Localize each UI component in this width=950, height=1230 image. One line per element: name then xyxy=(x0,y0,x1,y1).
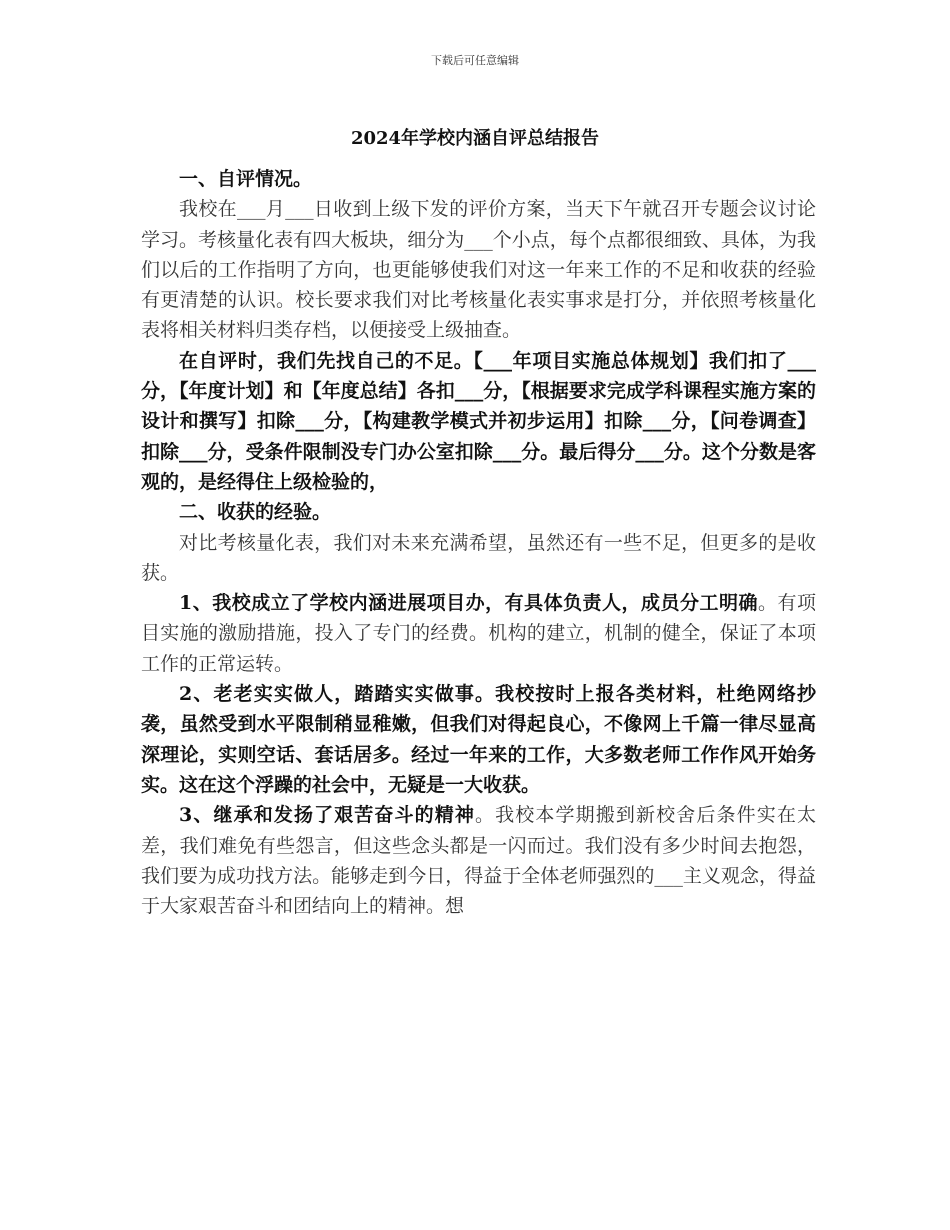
item-1-body: 。有项目实施的激励措施，投入了专门的经费。机构的建立，机制的健全，保证了本项工作的正常运转。 xyxy=(141,592,816,675)
document-body xyxy=(141,164,816,921)
document-title: 2024年学校内涵自评总结报告 xyxy=(350,128,600,149)
item-3-lead: 3、继承和发扬了艰苦奋斗的精神 xyxy=(179,804,476,827)
item-1-lead: 1、我校成立了学校内涵进展项目办，有具体负责人，成员分工明确 xyxy=(179,592,758,615)
paragraph-item-2: 2、老老实实做人，踏踏实实做事。我校按时上报各类材料，杜绝网络抄袭，虽然受到水平限制稍显稚嫩，但我们对得起良心，不像网上千篇一律尽显高深理论，实则空话、套话居多。经过一年来的工作，大多数老师工作作风开始务实。这在这个浮躁的社会中，无疑是一大收获。 xyxy=(141,683,816,796)
page-header-note: 下载后可任意编辑 xyxy=(431,54,519,67)
paragraph-outlook: 对比考核量化表，我们对未来充满希望，虽然还有一些不足，但更多的是收获。 xyxy=(141,531,816,584)
paragraph-evaluation-plan: 我校在___月___日收到上级下发的评价方案，当天下午就召开专题会议讨论学习。考核量化表有四大板块，细分为___个小点，每个点都很细致、具体，为我们以后的工作指明了方向，也更能够使我们对这一年来工作的不足和收获的经验有更清楚的认识。校长要求我们对比考核量化表实事求是打分，并依照考核量化表将相关材料归类存档，以便接受上级抽查。 xyxy=(141,198,816,342)
item-3-body: 。我校本学期搬到新校舍后条件实在太差，我们难免有些怨言，但这些念头都是一闪而过。我们没有多少时间去抱怨，我们要为成功找方法。能够走到今日，得益于全体老师强烈的___主义观念，得益于大家艰苦奋斗和团结向上的精神。想 xyxy=(141,804,816,918)
paragraph-item-3 xyxy=(141,800,816,921)
paragraph-deductions: 在自评时，我们先找自己的不足。【___年项目实施总体规划】我们扣了___分，【年度计划】和【年度总结】各扣___分，【根据要求完成学科课程实施方案的设计和撰写】扣除___分，【构建教学模式并初步运用】扣除___分，【问卷调查】扣除___分，受条件限制没专门办公室扣除___分。最后得分___分。这个分数是客观的，是经得住上级检验的， xyxy=(141,349,816,493)
section-heading-experience: 二、收获的经验。 xyxy=(179,501,332,524)
section-heading-self-evaluation: 一、自评情况。 xyxy=(179,168,313,190)
paragraph-item-1 xyxy=(141,588,816,679)
